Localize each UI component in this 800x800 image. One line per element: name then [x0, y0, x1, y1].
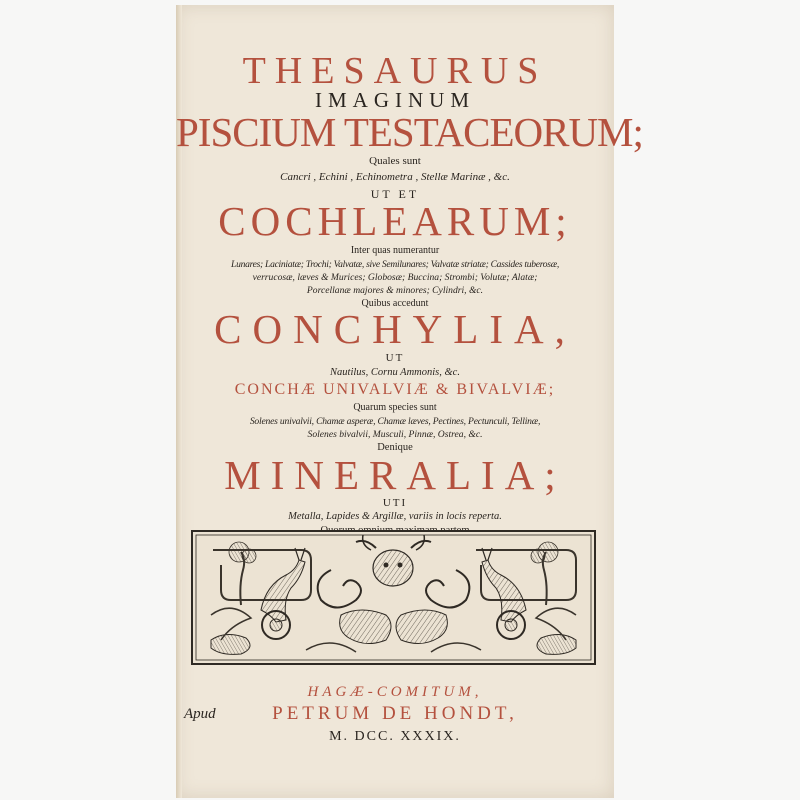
text-uti: UTI: [382, 497, 408, 509]
text-ut-et: UT ET: [370, 187, 420, 201]
title-page: [176, 5, 643, 798]
text-porcellanae: Porcellanæ majores & minores; Cylindri, &c.: [306, 285, 484, 296]
imprint-date: M. DCC. XXXIX.: [329, 729, 461, 744]
apud-label: Apud: [184, 706, 216, 722]
title-cochlearum: COCHLEARUM;: [218, 198, 572, 244]
text-nautilus: Nautilus, Cornu Ammonis, &c.: [330, 367, 460, 378]
title-thesaurus: THESAURUS: [242, 50, 548, 92]
engraved-grotesque-ornament-icon: [191, 530, 596, 665]
imprint-publisher-line: [176, 703, 614, 725]
text-quales: Quales sunt: [369, 155, 421, 167]
text-solenes-bivalvii: Solenes bivalvii, Musculi, Pinnæ, Ostrea, &c.: [307, 429, 483, 440]
text-metalla: Metalla, Lapides & Argillæ, variis in locis reperta.: [288, 511, 502, 522]
text-quibus: Quibus accedunt: [361, 298, 429, 309]
title-imaginum: IMAGINUM: [315, 88, 475, 112]
publisher-name: PETRUM DE HONDT,: [272, 703, 518, 724]
text-verrucosae: verrucosæ, læves & Murices; Globosæ; Buccina; Strombi; Volutæ; Alatæ;: [252, 272, 538, 283]
text-denique: Denique: [377, 442, 413, 453]
text-inter-quas: Inter quas numerantur: [350, 245, 440, 256]
title-piscium: PISCIUM TESTACEORUM;: [176, 109, 643, 155]
title-mineralia: MINERALIA;: [224, 452, 566, 498]
text-cancri: Cancri , Echini , Echinometra , Stellæ Marinæ , &c.: [280, 171, 510, 183]
title-conchae: CONCHÆ UNIVALVIÆ & BIVALVIÆ;: [234, 381, 556, 398]
text-solenes-univalvii: Solenes univalvii, Chamæ asperæ, Chamæ læves, Pectines, Pectunculi, Tellinæ,: [249, 416, 541, 427]
text-quarum: Quarum species sunt: [353, 402, 437, 413]
text-lunares: Lunares; Laciniatæ; Trochi; Valvatæ, sive Semilunares; Valvatæ striatæ; Cassides tuberosæ,: [231, 259, 559, 270]
text-ut: UT: [385, 352, 405, 364]
title-conchylia: CONCHYLIA,: [214, 306, 576, 352]
imprint-place: HAGÆ-COMITUM,: [307, 684, 483, 700]
